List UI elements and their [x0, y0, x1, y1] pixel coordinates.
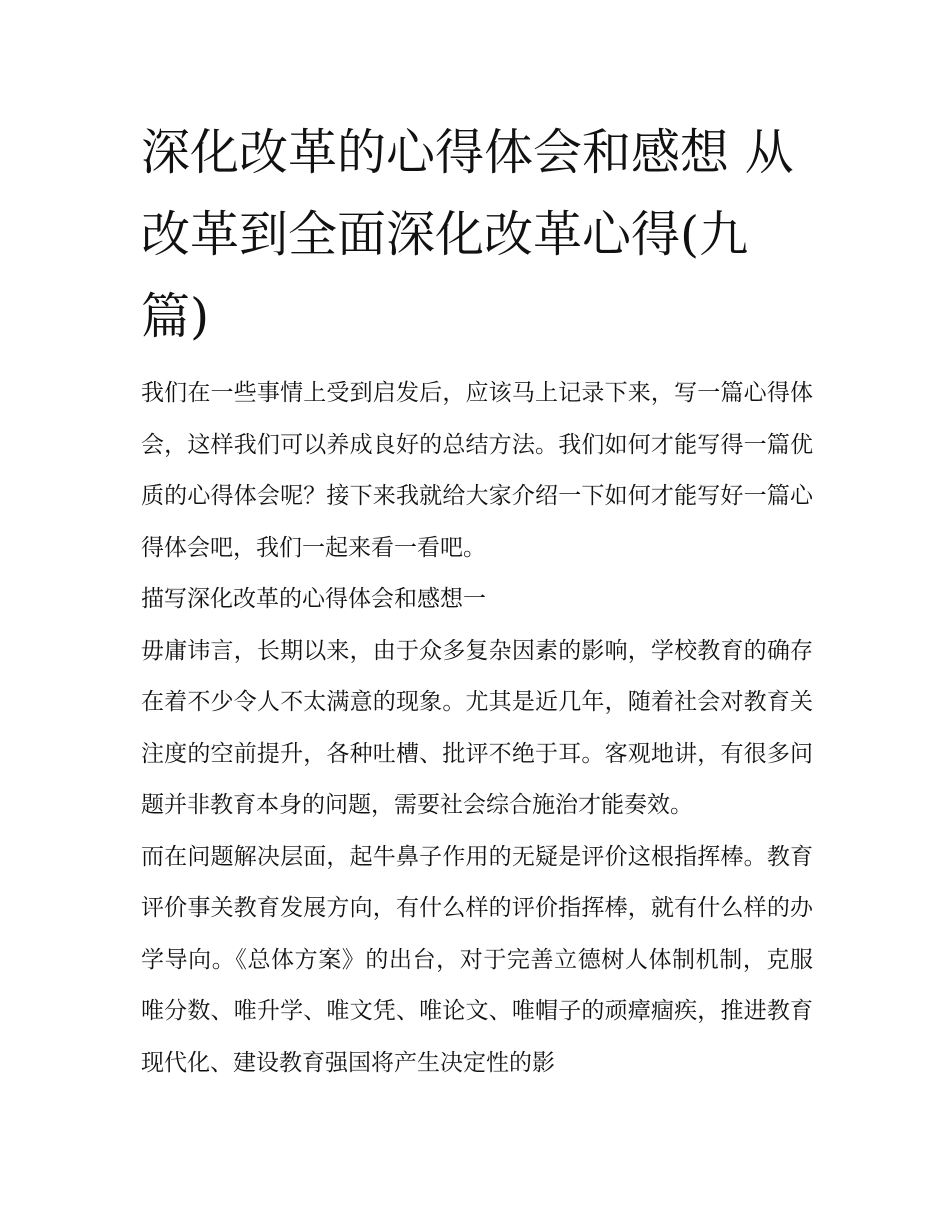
document-body: [141, 368, 813, 1089]
intro-paragraph: 我们在一些事情上受到启发后，应该马上记录下来，写一篇心得体会，这样我们可以养成良好的总结方法。我们如何才能写得一篇优质的心得体会呢？接下来我就给大家介绍一下如何才能写好一篇心得体会吧，我们一起来看一看吧。: [141, 380, 813, 561]
body-paragraph: 毋庸讳言，长期以来，由于众多复杂因素的影响，学校教育的确存在着不少令人不太满意的现象。尤其是近几年，随着社会对教育关注度的空前提升，各种吐槽、批评不绝于耳。客观地讲，有很多问题并非教育本身的问题，需要社会综合施治才能奏效。: [141, 637, 813, 818]
section-heading: 描写深化改革的心得体会和感想一: [141, 586, 486, 612]
document-title: 深化改革的心得体会和感想 从改革到全面深化改革心得(九篇): [141, 124, 794, 345]
document-page: [141, 112, 813, 1089]
body-paragraph: 而在问题解决层面，起牛鼻子作用的无疑是评价这根指挥棒。教育评价事关教育发展方向，有什么样的评价指挥棒，就有什么样的办学导向。《总体方案》的出台，对于完善立德树人体制机制，克服唯分数、唯升学、唯文凭、唯论文、唯帽子的顽瘴痼疾，推进教育现代化、建设教育强国将产生决定性的影: [141, 843, 813, 1076]
